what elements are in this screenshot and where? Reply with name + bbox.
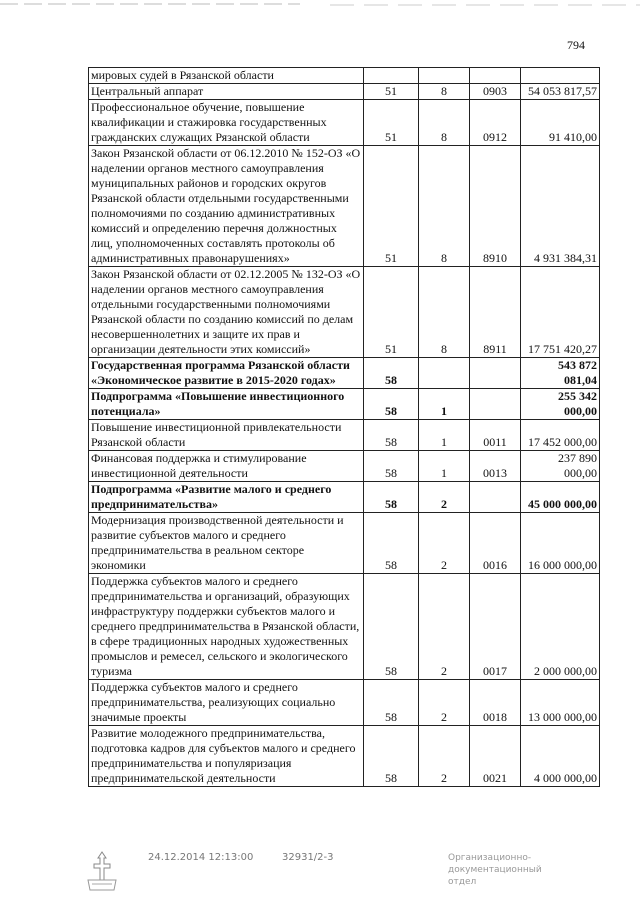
row-amount-cell: 2 000 000,00 — [521, 574, 600, 680]
table-row — [89, 726, 600, 787]
table-row — [89, 451, 600, 482]
table-row — [89, 389, 600, 420]
row-code3-cell: 8911 — [470, 267, 521, 358]
table-row — [89, 482, 600, 513]
row-code1-cell: 58 — [364, 680, 419, 726]
row-name-cell: мировых судей в Рязанской области — [89, 68, 364, 84]
table-row — [89, 100, 600, 146]
row-code2-cell — [419, 358, 470, 389]
row-code2-cell: 2 — [419, 680, 470, 726]
row-code1-cell: 58 — [364, 451, 419, 482]
row-code3-cell — [470, 389, 521, 420]
row-code1-cell: 58 — [364, 574, 419, 680]
row-code1-cell: 51 — [364, 267, 419, 358]
row-code2-cell: 1 — [419, 389, 470, 420]
row-code1-cell: 58 — [364, 513, 419, 574]
row-amount-cell: 17 452 000,00 — [521, 420, 600, 451]
table-row — [89, 574, 600, 680]
row-amount-cell: 237 890 000,00 — [521, 451, 600, 482]
footer-doc-number: 32931/2-3 — [282, 852, 334, 863]
scan-edge — [0, 0, 640, 10]
row-code1-cell: 58 — [364, 482, 419, 513]
row-amount-cell: 255 342 000,00 — [521, 389, 600, 420]
row-code2-cell: 1 — [419, 451, 470, 482]
row-amount-cell: 4 931 384,31 — [521, 146, 600, 267]
row-code1-cell: 51 — [364, 84, 419, 100]
row-code1-cell: 58 — [364, 420, 419, 451]
row-name-cell: Финансовая поддержка и стимулирование инвестиционной деятельности — [89, 451, 364, 482]
table-row — [89, 358, 600, 389]
row-name-cell: Поддержка субъектов малого и среднего предпринимательства, реализующих социально значимые проекты — [89, 680, 364, 726]
row-amount-cell — [521, 68, 600, 84]
row-code1-cell: 58 — [364, 358, 419, 389]
row-code3-cell — [470, 358, 521, 389]
row-code2-cell: 1 — [419, 420, 470, 451]
row-name-cell: Государственная программа Рязанской области «Экономическое развитие в 2015-2020 годах» — [89, 358, 364, 389]
coat-of-arms-icon — [82, 850, 122, 894]
table-row — [89, 420, 600, 451]
row-code2-cell: 8 — [419, 267, 470, 358]
table-row — [89, 146, 600, 267]
row-amount-cell: 45 000 000,00 — [521, 482, 600, 513]
row-name-cell: Поддержка субъектов малого и среднего предпринимательства и организаций, образующих инфраструктуру поддержки субъектов малого и среднего предпринимательства в Рязанской области, в сфере традиционных народных художественных промыслов и ремесел, сельского и экологического туризма — [89, 574, 364, 680]
row-code3-cell: 0018 — [470, 680, 521, 726]
budget-table — [88, 67, 600, 787]
row-name-cell: Профессиональное обучение, повышение квалификации и стажировка государственных гражданских служащих Рязанской области — [89, 100, 364, 146]
row-code3-cell: 0016 — [470, 513, 521, 574]
row-name-cell: Модернизация производственной деятельности и развитие субъектов малого и среднего предпринимательства в реальном секторе экономики — [89, 513, 364, 574]
row-code1-cell: 51 — [364, 146, 419, 267]
row-code1-cell: 51 — [364, 100, 419, 146]
row-code1-cell: 58 — [364, 389, 419, 420]
table-row — [89, 84, 600, 100]
row-code3-cell: 0017 — [470, 574, 521, 680]
row-code2-cell: 8 — [419, 146, 470, 267]
row-amount-cell: 16 000 000,00 — [521, 513, 600, 574]
row-amount-cell: 4 000 000,00 — [521, 726, 600, 787]
row-amount-cell: 17 751 420,27 — [521, 267, 600, 358]
row-code2-cell: 2 — [419, 726, 470, 787]
table-row — [89, 267, 600, 358]
table-row — [89, 680, 600, 726]
row-name-cell: Подпрограмма «Развитие малого и среднего предпринимательства» — [89, 482, 364, 513]
row-code2-cell: 2 — [419, 574, 470, 680]
row-amount-cell: 54 053 817,57 — [521, 84, 600, 100]
row-code3-cell: 0011 — [470, 420, 521, 451]
row-code1-cell: 58 — [364, 726, 419, 787]
row-name-cell: Центральный аппарат — [89, 84, 364, 100]
row-amount-cell: 91 410,00 — [521, 100, 600, 146]
page-number: 794 — [567, 38, 585, 52]
row-amount-cell: 13 000 000,00 — [521, 680, 600, 726]
table-row — [89, 68, 600, 84]
department-stamp — [448, 852, 568, 888]
row-code3-cell: 8910 — [470, 146, 521, 267]
row-code3-cell: 0912 — [470, 100, 521, 146]
table-row — [89, 513, 600, 574]
row-code1-cell — [364, 68, 419, 84]
row-name-cell: Закон Рязанской области от 06.12.2010 № 152-ОЗ «О наделении органов местного самоуправления муниципальных районов и городских округов Рязанской области отдельными государственными полномочиями по созданию административных комиссий и определению перечня должностных лиц, уполномоченных составлять протоколы об административных правонарушениях» — [89, 146, 364, 267]
row-amount-cell: 543 872 081,04 — [521, 358, 600, 389]
row-code3-cell: 0903 — [470, 84, 521, 100]
department-stamp-text: Организационно-документационный отдел — [448, 853, 542, 887]
row-code2-cell: 8 — [419, 100, 470, 146]
row-code2-cell: 2 — [419, 513, 470, 574]
row-name-cell: Закон Рязанской области от 02.12.2005 № 132-ОЗ «О наделении органов местного самоуправления отдельными государственными полномочиями Рязанской области по созданию комиссий по делам несовершеннолетних и защите их прав и организации деятельности этих комиссий» — [89, 267, 364, 358]
row-code3-cell: 0013 — [470, 451, 521, 482]
row-code3-cell — [470, 482, 521, 513]
row-code2-cell: 8 — [419, 84, 470, 100]
row-name-cell: Подпрограмма «Повышение инвестиционного потенциала» — [89, 389, 364, 420]
row-code3-cell: 0021 — [470, 726, 521, 787]
row-name-cell: Развитие молодежного предпринимательства, подготовка кадров для субъектов малого и среднего предпринимательства и популяризация предпринимательской деятельности — [89, 726, 364, 787]
row-code2-cell — [419, 68, 470, 84]
row-code3-cell — [470, 68, 521, 84]
footer-datetime: 24.12.2014 12:13:00 — [148, 852, 254, 863]
row-name-cell: Повышение инвестиционной привлекательности Рязанской области — [89, 420, 364, 451]
row-code2-cell: 2 — [419, 482, 470, 513]
